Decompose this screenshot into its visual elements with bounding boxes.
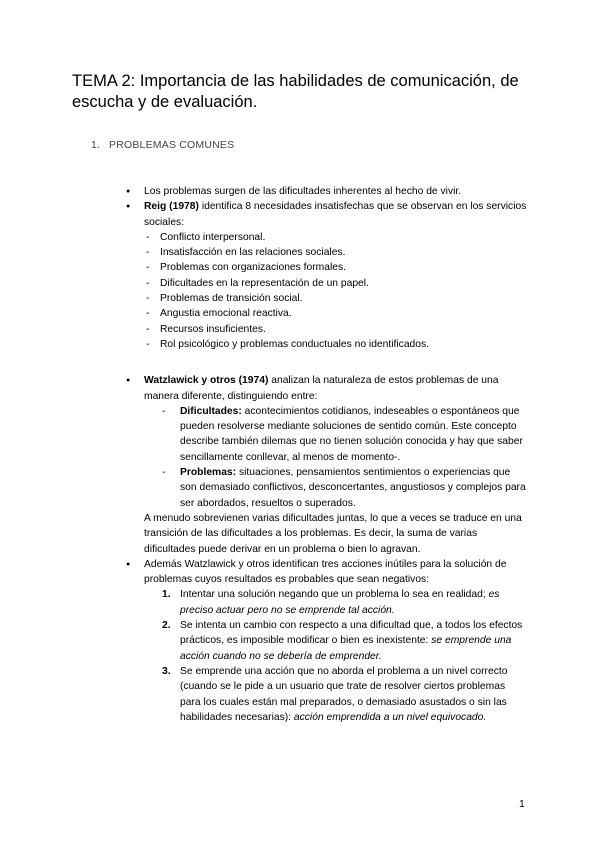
section-number: 1. [91,139,101,151]
list-item: - Problemas con organizaciones formales. [116,260,528,275]
section-label: PROBLEMAS COMUNES [109,139,235,151]
bullet-item [116,199,528,230]
author-citation: Watzlawick y otros (1974) [144,375,269,387]
list-item [116,465,528,511]
list-item: - Dificultades en la representación de un papel. [116,276,528,291]
section-heading [91,139,234,151]
list-item: - Recursos insuficientes. [116,322,528,337]
bullet-text: identifica 8 necesidades insatisfechas que se observan en los servicios sociales: [144,201,527,228]
item-italic-text: se emprende una acción cuando no se debería de emprender. [180,635,512,662]
page-number: 1 [519,798,525,810]
item-number: 1. [162,589,171,601]
bullet-item [116,184,528,199]
bullet-text: Además Watzlawick y otros identifican tres acciones inútiles para la solución de problemas cuyos resultados es probables que sean negativos: [144,558,507,586]
item-text: Intentar una solución negando que un problema lo sea en realidad; [180,589,489,601]
item-italic-text: es preciso actuar pero no se emprende tal acción. [180,589,500,616]
bullet-item [116,557,528,588]
paragraph: A menudo sobrevienen varias dificultades juntas, lo que a veces se traduce en una transición de las dificultades a los problemas. Es decir, la suma de varias dificultades puede derivar en un problema o bien lo agravan. [144,512,522,555]
bullet-text: analizan la naturaleza de estos problemas de una manera diferente, distinguiendo entre: [144,375,499,402]
bullet-text: Los problemas surgen de las dificultades inherentes al hecho de vivir. [144,186,462,197]
list-item: - Problemas de transición social. [116,291,528,306]
list-item [116,404,528,465]
term-definition: acontecimientos cotidianos, indeseables o espontáneos que pueden resolverse mediante soluciones de sentido común. Este concepto describe también dilemas que no tienen solución conocida y hay que saber sencillamente conllevar, al menos de momento-. [180,405,523,463]
numbered-item [116,664,528,725]
author-citation: Reig (1978) [144,201,199,213]
term-definition: situaciones, pensamientos sentimientos o experiencias que son demasiado conflictivos, desconcertantes, angustiosos y complejos para ser abordados, resueltos o superados. [180,467,526,509]
item-text: Se emprende una acción que no aborda el problema a un nivel correcto (cuando se le pide a un usuario que trate de resolver ciertos problemas para los cuales están mal preparados, o demasiado asustados o sin las habilidades necesarias): [180,665,508,723]
list-item: - Angustia emocional reactiva. [116,306,528,321]
item-number: 2. [162,620,171,632]
list-item: - Rol psicológico y problemas conductuales no identificados. [116,337,528,352]
list-item: - Insatisfacción en las relaciones sociales. [116,245,528,260]
bullet-item [116,373,528,404]
numbered-item [116,587,528,618]
item-number: 3. [162,665,171,677]
page-title: TEMA 2: Importancia de las habilidades de comunicación, de escucha y de evaluación. [72,72,519,111]
document-body [116,184,528,725]
item-italic-text: acción emprendida a un nivel equivocado. [293,711,487,723]
term-label: Dificultades: [180,405,242,417]
numbered-item [116,618,528,664]
list-item: - Conflicto interpersonal. [116,230,528,245]
term-label: Problemas: [180,467,237,479]
item-text: Se intenta un cambio con respecto a una dificultad que, a todos los efectos prácticos, es imposible modificar o bien es inexistente: [180,620,523,647]
